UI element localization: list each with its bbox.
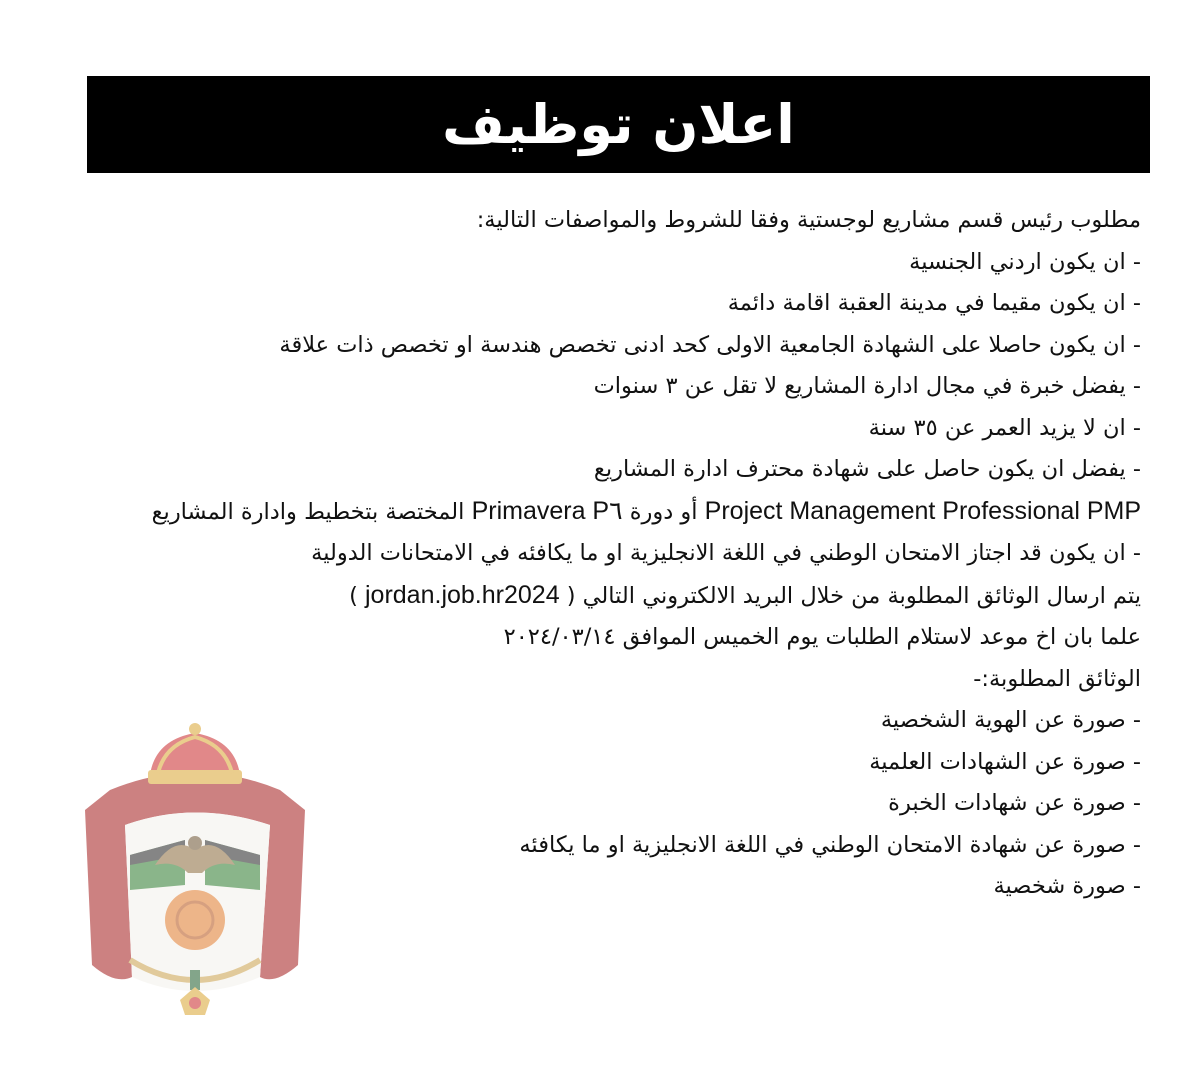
document-item: - صورة عن الشهادات العلمية — [869, 748, 1141, 775]
condition-item: - يفضل خبرة في مجال ادارة المشاريع لا تقل عن ٣ سنوات — [593, 373, 1141, 399]
condition-item: - ان لا يزيد العمر عن ٣٥ سنة — [868, 414, 1141, 441]
email-suffix: ) — [349, 582, 358, 609]
deadline-text: علما بان اخ موعد لاستلام الطلبات يوم الخميس الموافق ٢٠٢٤/٠٣/١٤ — [503, 624, 1141, 650]
email-address: jordan.job.hr2024 — [365, 580, 560, 609]
cert-connector: أو دورة — [629, 498, 698, 525]
document-item: - صورة عن الهوية الشخصية — [880, 707, 1141, 733]
condition-item: - ان يكون قد اجتاز الامتحان الوطني في اللغة الانجليزية او ما يكافئه في الامتحانات الدولية — [311, 540, 1141, 566]
condition-item: - يفضل ان يكون حاصل على شهادة محترف ادارة المشاريع — [593, 456, 1141, 482]
header-bar — [87, 76, 1150, 173]
intro-text: مطلوب رئيس قسم مشاريع لوجستية وفقا للشروط والمواصفات التالية: — [476, 207, 1141, 233]
certification-line — [95, 491, 1141, 534]
email-line — [95, 575, 1141, 618]
condition-item: - ان يكون اردني الجنسية — [909, 248, 1141, 275]
document-item: - صورة عن شهادات الخبرة — [888, 790, 1141, 816]
announcement-body — [95, 200, 1141, 908]
pmp-cert: Project Management Professional PMP — [704, 496, 1141, 525]
document-item: - صورة شخصية — [993, 873, 1141, 899]
document-item: - صورة عن شهادة الامتحان الوطني في اللغة الانجليزية او ما يكافئه — [519, 831, 1141, 858]
email-prefix: يتم ارسال الوثائق المطلوبة من خلال البريد الالكتروني التالي ( — [566, 582, 1141, 609]
condition-item: - ان يكون مقيما في مدينة العقبة اقامة دائمة — [727, 290, 1141, 316]
primavera-cert: Primavera P٦ — [471, 496, 623, 525]
documents-heading: الوثائق المطلوبة:- — [973, 665, 1141, 692]
condition-item: - ان يكون حاصلا على الشهادة الجامعية الاولى كحد ادنى تخصص هندسة او تخصص ذات علاقة — [279, 331, 1141, 358]
cert-suffix: المختصة بتخطيط وادارة المشاريع — [151, 498, 465, 525]
page-title: اعلان توظيف — [442, 92, 795, 156]
